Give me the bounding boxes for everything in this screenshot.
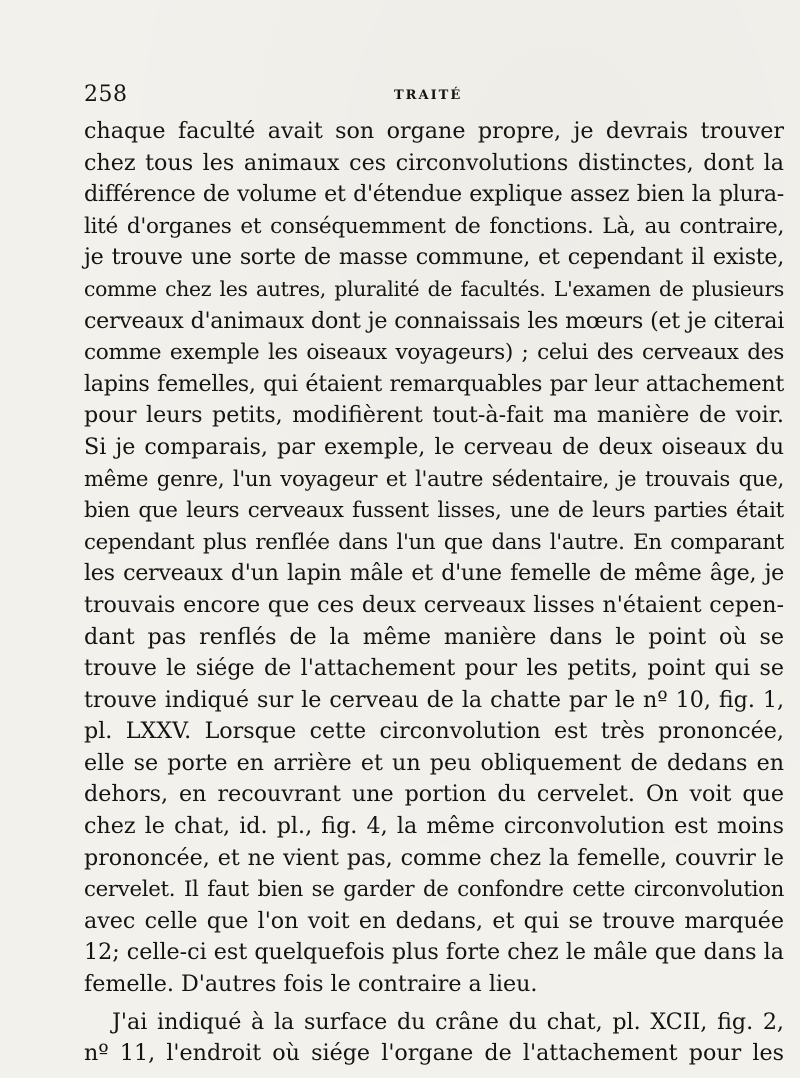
text-line: cervelet. Il faut bien se garder de confondre cette circonvolution xyxy=(84,877,784,903)
text-line: avec celle que l'on voit en dedans, et qui se trouve marquée xyxy=(84,907,784,934)
running-head: TRAITÉ xyxy=(394,88,463,103)
text-line: nº 11, l'endroit où siége l'organe de l'attachement pour les xyxy=(84,1040,784,1067)
text-line: Si je comparais, par exemple, le cerveau de deux oiseaux du xyxy=(84,433,784,460)
text-line: les cerveaux d'un lapin mâle et d'une femelle de même âge, je xyxy=(84,560,784,587)
text-line: même genre, l'un voyageur et l'autre sédentaire, je trouvais que, xyxy=(84,466,784,492)
text-line: pl. LXXV. Lorsque cette circonvolution est très prononcée, xyxy=(84,718,784,745)
text-line: cependant plus renflée dans l'un que dans l'autre. En comparant xyxy=(84,529,784,555)
text-line: pour leurs petits, modifièrent tout-à-fait ma manière de voir. xyxy=(84,402,784,429)
page-header xyxy=(84,82,780,112)
text-line: dehors, en recouvrant une portion du cervelet. On voit que xyxy=(84,781,784,808)
text-line: je trouve une sorte de masse commune, et cependant il existe, xyxy=(84,244,784,271)
text-line: trouve le siége de l'attachement pour les petits, point qui se xyxy=(84,655,784,682)
text-line: chez tous les animaux ces circonvolutions distinctes, dont la xyxy=(84,149,784,176)
text-line: J'ai indiqué à la surface du crâne du chat, pl. XCII, fig. 2, xyxy=(112,1008,784,1035)
text-line: différence de volume et d'étendue explique assez bien la plura- xyxy=(84,181,784,208)
text-line: chaque faculté avait son organe propre, je devrais trouver xyxy=(84,118,784,144)
text-line: comme exemple les oiseaux voyageurs) ; celui des cerveaux des xyxy=(84,340,784,366)
text-line: lapins femelles, qui étaient remarquables par leur attachement xyxy=(84,370,784,397)
text-line: elle se porte en arrière et un peu obliquement de dedans en xyxy=(84,749,784,776)
text-line: lité d'organes et conséquemment de fonctions. Là, au contraire, xyxy=(84,213,784,239)
text-line: dant pas renflés de la même manière dans le point où se xyxy=(84,623,784,650)
text-line: comme chez les autres, pluralité de facultés. L'examen de plusieurs xyxy=(84,276,784,301)
paragraph-2 xyxy=(84,1007,784,1070)
text-line: femelle. D'autres fois le contraire a lieu. xyxy=(84,971,538,998)
text-line: prononcée, et ne vient pas, comme chez la femelle, couvrir le xyxy=(84,844,784,871)
text-line: trouvais encore que ces deux cerveaux lisses n'étaient cepen- xyxy=(84,591,784,618)
text-line: 12; celle-ci est quelquefois plus forte chez le mâle que dans la xyxy=(84,939,784,966)
text-line: chez le chat, id. pl., fig. 4, la même circonvolution est moins xyxy=(84,813,784,840)
body-text xyxy=(84,116,784,1070)
paragraph-1 xyxy=(84,116,784,1001)
text-line: trouve indiqué sur le cerveau de la chatte par le nº 10, fig. 1, xyxy=(84,686,784,713)
page-number: 258 xyxy=(84,82,128,107)
text-line: cerveaux d'animaux dont je connaissais les mœurs (et je citerai xyxy=(84,307,784,334)
text-line: bien que leurs cerveaux fussent lisses, une de leurs parties était xyxy=(84,498,784,524)
